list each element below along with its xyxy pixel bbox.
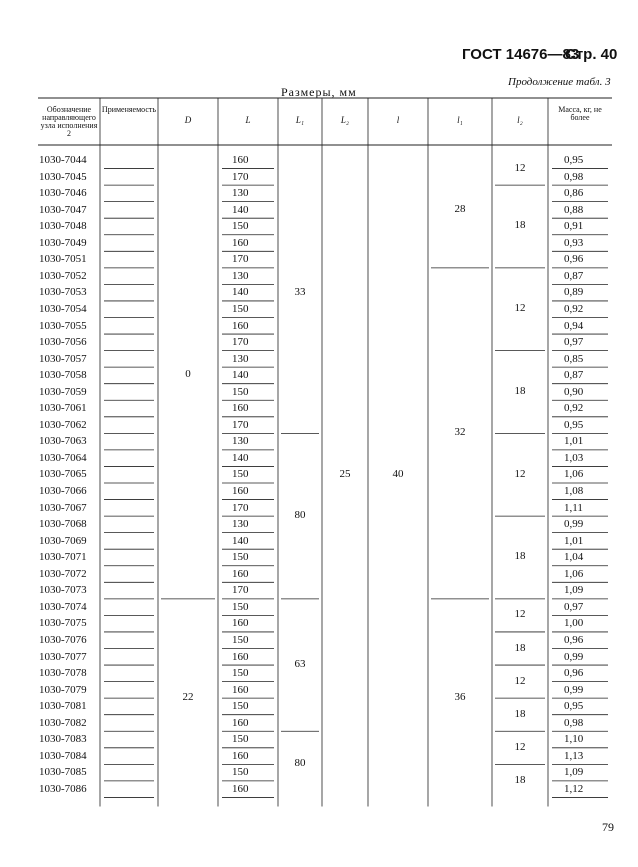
- designation-cell: 1030-7077: [39, 650, 87, 663]
- designation-cell: 1030-7083: [39, 733, 87, 746]
- mass-cell: 0,99: [564, 518, 584, 531]
- group-value-l2: 18: [514, 773, 526, 786]
- length-cell: 130: [232, 187, 249, 200]
- mass-cell: 0,96: [564, 253, 584, 266]
- mass-cell: 0,99: [564, 683, 584, 696]
- mass-cell: 1,13: [564, 749, 584, 762]
- designation-cell: 1030-7086: [39, 782, 87, 795]
- length-cell: 130: [232, 269, 249, 282]
- length-cell: 150: [232, 633, 249, 646]
- designation-cell: 1030-7056: [39, 336, 87, 349]
- length-cell: 170: [232, 253, 249, 266]
- designation-cell: 1030-7052: [39, 269, 87, 282]
- length-cell: 150: [232, 667, 249, 680]
- mass-cell: 1,12: [564, 782, 584, 795]
- length-cell: 160: [232, 650, 249, 663]
- table-continuation-note: Продолжение табл. 3: [508, 76, 611, 88]
- mass-cell: 0,85: [564, 352, 584, 365]
- length-cell: 170: [232, 501, 249, 514]
- column-header: L₁: [295, 115, 305, 125]
- mass-cell: 1,06: [564, 567, 584, 580]
- column-header: Масса, кг, не более: [558, 105, 602, 122]
- mass-cell: 1,01: [564, 435, 584, 448]
- designation-cell: 1030-7068: [39, 518, 87, 531]
- group-value-l2: 18: [514, 641, 526, 654]
- mass-cell: 1,09: [564, 584, 584, 597]
- length-cell: 130: [232, 435, 249, 448]
- designation-cell: 1030-7074: [39, 600, 87, 613]
- length-cell: 150: [232, 700, 249, 713]
- mass-cell: 0,91: [564, 220, 584, 233]
- length-cell: 140: [232, 286, 249, 299]
- length-cell: 150: [232, 733, 249, 746]
- length-cell: 150: [232, 220, 249, 233]
- length-cell: 140: [232, 369, 249, 382]
- designation-cell: 1030-7055: [39, 319, 87, 332]
- designation-cell: 1030-7053: [39, 286, 87, 299]
- mass-cell: 0,88: [564, 203, 584, 216]
- length-cell: 160: [232, 749, 249, 762]
- designation-cell: 1030-7072: [39, 567, 87, 580]
- mass-cell: 0,93: [564, 236, 584, 249]
- length-cell: 170: [232, 584, 249, 597]
- mass-cell: 1,09: [564, 766, 584, 779]
- designation-cell: 1030-7065: [39, 468, 87, 481]
- group-value-L1: 63: [294, 658, 306, 671]
- group-value-l2: 12: [514, 302, 526, 315]
- group-value-l2: 18: [514, 219, 526, 232]
- length-cell: 160: [232, 485, 249, 497]
- length-cell: 130: [232, 518, 249, 531]
- group-value-l2: 12: [514, 608, 526, 621]
- mass-cell: 0,95: [564, 700, 584, 713]
- length-cell: 160: [232, 567, 249, 580]
- group-value-l2: 18: [514, 384, 526, 397]
- column-header: Применяемость: [101, 105, 157, 114]
- length-cell: 170: [232, 336, 249, 349]
- length-cell: 160: [232, 782, 249, 795]
- mass-cell: 0,94: [564, 319, 584, 332]
- designation-cell: 1030-7071: [39, 551, 87, 564]
- designation-cell: 1030-7061: [39, 402, 87, 415]
- column-header: L₂: [340, 115, 350, 125]
- length-cell: 160: [232, 236, 249, 249]
- length-cell: 150: [232, 600, 249, 613]
- designation-cell: 1030-7085: [39, 766, 87, 779]
- mass-cell: 1,10: [564, 733, 584, 746]
- designation-cell: 1030-7075: [39, 617, 87, 630]
- mass-cell: 1,06: [564, 468, 584, 481]
- mass-cell: 1,03: [564, 451, 584, 464]
- group-value-l2: 18: [514, 707, 526, 720]
- mass-cell: 0,90: [564, 385, 584, 398]
- designation-cell: 1030-7058: [39, 369, 87, 382]
- column-header: l₂: [517, 115, 523, 125]
- designation-cell: 1030-7046: [39, 187, 87, 200]
- group-value-l2: 12: [514, 740, 526, 753]
- mass-cell: 0,98: [564, 170, 584, 183]
- page-label: Стр. 40: [565, 46, 618, 63]
- mass-cell: 1,04: [564, 551, 584, 564]
- length-cell: 140: [232, 203, 249, 216]
- designation-cell: 1030-7047: [39, 203, 87, 216]
- designation-cell: 1030-7057: [39, 352, 87, 365]
- designation-cell: 1030-7051: [39, 253, 87, 266]
- length-cell: 160: [232, 154, 249, 166]
- mass-cell: 0,96: [564, 667, 584, 680]
- group-value-L1: 80: [294, 509, 306, 522]
- length-cell: 130: [232, 352, 249, 365]
- group-value-l1: 32: [454, 426, 466, 439]
- length-cell: 150: [232, 551, 249, 564]
- group-value-l2: 12: [514, 467, 526, 480]
- mass-cell: 0,87: [564, 369, 584, 382]
- length-cell: 160: [232, 617, 249, 630]
- mass-cell: 0,97: [564, 600, 584, 613]
- designation-cell: 1030-7063: [39, 435, 87, 448]
- mass-cell: 1,08: [564, 485, 584, 497]
- mass-cell: 0,95: [564, 418, 584, 431]
- group-value-l1: 28: [454, 202, 466, 215]
- column-header: L: [245, 115, 251, 125]
- designation-cell: 1030-7059: [39, 385, 87, 398]
- designation-cell: 1030-7069: [39, 534, 87, 547]
- length-cell: 150: [232, 766, 249, 779]
- designation-cell: 1030-7082: [39, 716, 87, 729]
- designation-cell: 1030-7048: [39, 220, 87, 233]
- group-value-l2: 18: [514, 550, 526, 563]
- designation-cell: 1030-7079: [39, 683, 87, 696]
- length-cell: 150: [232, 302, 249, 315]
- designation-cell: 1030-7084: [39, 749, 87, 762]
- designation-cell: 1030-7062: [39, 418, 87, 431]
- designation-cell: 1030-7067: [39, 501, 87, 514]
- mass-cell: 0,87: [564, 269, 584, 282]
- designation-cell: 1030-7076: [39, 633, 87, 646]
- group-value-l1: 36: [454, 691, 466, 704]
- length-cell: 160: [232, 319, 249, 332]
- group-value-D: 0: [185, 368, 191, 381]
- length-cell: 140: [232, 534, 249, 547]
- group-value-L1: 33: [294, 285, 306, 298]
- length-cell: 160: [232, 402, 249, 415]
- designation-cell: 1030-7064: [39, 451, 87, 464]
- mass-cell: 0,97: [564, 336, 584, 349]
- designation-cell: 1030-7078: [39, 667, 87, 680]
- group-value-l2: 12: [514, 674, 526, 687]
- standard-number: ГОСТ 14676—83: [462, 46, 580, 63]
- designation-cell: 1030-7045: [39, 170, 87, 183]
- designation-cell: 1030-7081: [39, 700, 87, 713]
- group-value-l: 40: [392, 467, 404, 480]
- length-cell: 160: [232, 683, 249, 696]
- mass-cell: 1,00: [564, 617, 584, 630]
- mass-cell: 0,92: [564, 402, 584, 415]
- mass-cell: 0,98: [564, 716, 584, 729]
- page-number: 79: [602, 820, 614, 834]
- mass-cell: 0,86: [564, 187, 584, 200]
- mass-cell: 0,95: [564, 154, 584, 166]
- column-header: Обозначение направляющего узла исполнения 2: [40, 105, 98, 138]
- column-header: l₁: [457, 115, 463, 125]
- sizes-caption: Размеры, мм: [281, 85, 357, 99]
- length-cell: 140: [232, 451, 249, 464]
- mass-cell: 1,11: [564, 501, 583, 514]
- mass-cell: 1,01: [564, 534, 584, 547]
- designation-cell: 1030-7049: [39, 236, 87, 249]
- group-value-L1: 80: [294, 757, 306, 770]
- designation-cell: 1030-7044: [39, 154, 87, 166]
- mass-cell: 0,89: [564, 286, 584, 299]
- length-cell: 170: [232, 418, 249, 431]
- column-header: D: [184, 115, 192, 125]
- designation-cell: 1030-7054: [39, 302, 87, 315]
- designation-cell: 1030-7066: [39, 485, 87, 497]
- group-value-l2: 12: [514, 161, 526, 174]
- mass-cell: 0,99: [564, 650, 584, 663]
- group-value-D: 22: [182, 691, 194, 704]
- length-cell: 150: [232, 385, 249, 398]
- length-cell: 150: [232, 468, 249, 481]
- designation-cell: 1030-7073: [39, 584, 87, 597]
- mass-cell: 0,96: [564, 633, 584, 646]
- length-cell: 160: [232, 716, 249, 729]
- mass-cell: 0,92: [564, 302, 584, 315]
- column-header: l: [396, 115, 400, 125]
- length-cell: 170: [232, 170, 249, 183]
- group-value-L2: 25: [339, 467, 351, 480]
